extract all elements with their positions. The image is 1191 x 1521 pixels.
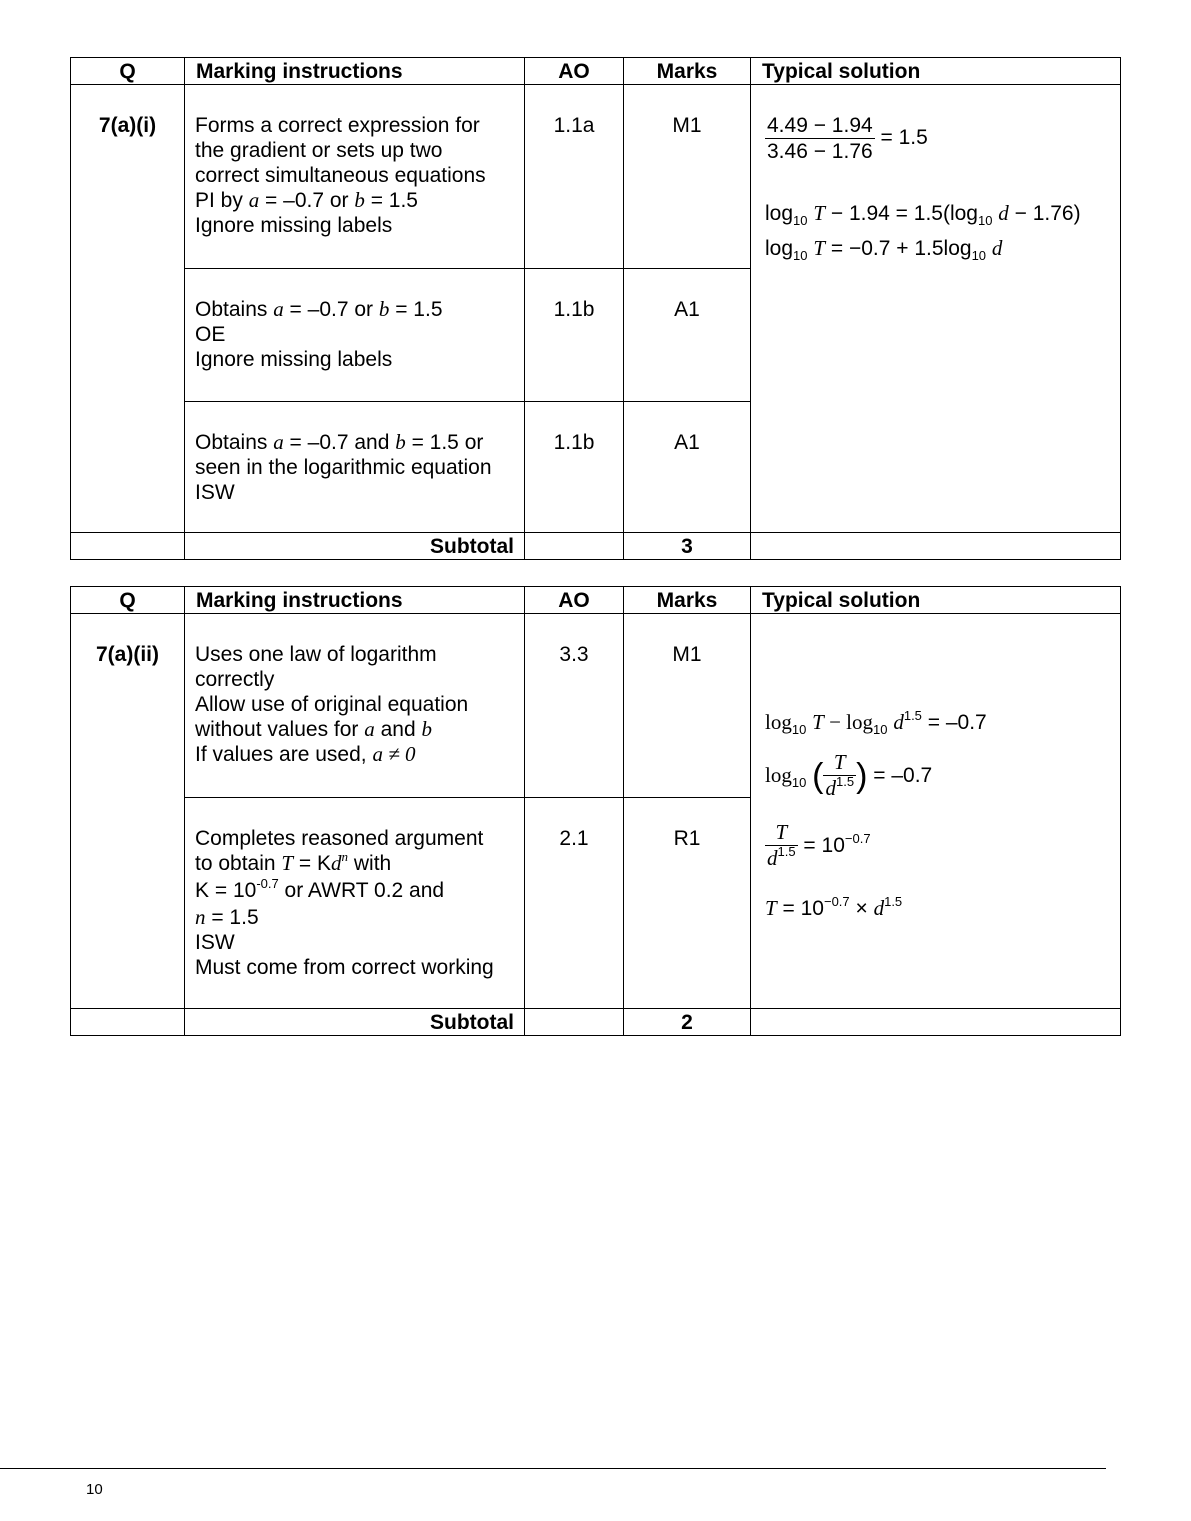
page-number: 10	[86, 1481, 103, 1498]
header-q: Q	[71, 58, 185, 85]
header-marking-instructions: Marking instructions	[185, 58, 525, 85]
marking-table-7aii	[70, 586, 1121, 1036]
typical-solution	[751, 85, 1121, 533]
question-number: 7(a)(ii)	[71, 614, 185, 1009]
header-ao: AO	[525, 58, 624, 85]
marking-instruction: Completes reasoned argument to obtain $T = Kd^n$ with $K = 10^{-0.7}$ or AWRT 0.2 and n = 1.5 ISW Must come from correct working	[185, 798, 525, 1009]
table-row	[71, 85, 1121, 269]
subtotal-value: 2	[624, 1009, 751, 1036]
header-ao: AO	[525, 587, 624, 614]
ao-value: 1.1b	[525, 402, 624, 533]
ao-value: 1.1a	[525, 85, 624, 269]
marking-instruction: Uses one law of logarithm correctly Allow use of original equation without values for a and b If values are used, a ≠ 0	[185, 614, 525, 798]
question-number: 7(a)(i)	[71, 85, 185, 533]
subtotal-row	[71, 533, 1121, 560]
header-marks: Marks	[624, 587, 751, 614]
mark-value: M1	[624, 614, 751, 798]
mark-value: A1	[624, 402, 751, 533]
subtotal-label: Subtotal	[185, 1009, 525, 1036]
subtotal-value: 3	[624, 533, 751, 560]
marking-instruction: Forms a correct expression for the gradient or sets up two correct simultaneous equations PI by a = –0.7 or b = 1.5 Ignore missing labels	[185, 85, 525, 269]
header-typical-solution: Typical solution	[751, 58, 1121, 85]
header-row	[71, 58, 1121, 85]
mark-value: A1	[624, 269, 751, 402]
subtotal-label: Subtotal	[185, 533, 525, 560]
mark-value: R1	[624, 798, 751, 1009]
header-marking-instructions: Marking instructions	[185, 587, 525, 614]
header-marks: Marks	[624, 58, 751, 85]
log-step-2: $\log_{10}$ ( $\frac{T}{d^{1.5}}$ ) = –0.7	[765, 750, 933, 800]
subtotal-row	[71, 1009, 1121, 1036]
header-q: Q	[71, 587, 185, 614]
mark-value: M1	[624, 85, 751, 269]
gradient-fraction: $\frac{4.49 - 1.94}{3.46 - 1.76}$ = 1.5	[767, 114, 928, 163]
table-row	[71, 614, 1121, 798]
ao-value: 3.3	[525, 614, 624, 798]
footer-divider	[0, 1468, 1106, 1469]
ao-value: 1.1b	[525, 269, 624, 402]
typical-solution	[751, 614, 1121, 1009]
header-typical-solution: Typical solution	[751, 587, 1121, 614]
log-equation-1: $\log_{10} T - 1.94 = 1.5(\log_{10}$ d − 1.76)	[765, 201, 1081, 228]
marking-instruction: Obtains a = –0.7 and b = 1.5 or seen in the logarithmic equation ISW	[185, 402, 525, 533]
power-step-3: $\frac{T}{d^{1.5}}$ = $10^{-0.7}$	[767, 820, 871, 870]
header-row	[71, 587, 1121, 614]
marking-table-7ai	[70, 57, 1121, 560]
log-step-1: $\log_{10} T - \log_{10} d^{1.5} = -0.7$	[765, 708, 987, 737]
marking-instruction: Obtains a = –0.7 or b = 1.5 OE Ignore missing labels	[185, 269, 525, 402]
log-equation-2: $\log_{10} T = -0.7 + 1.5\log_{10}$ d	[765, 236, 1003, 263]
final-equation: $T = 10^{-0.7} \times d^{1.5}$	[765, 894, 903, 920]
ao-value: 2.1	[525, 798, 624, 1009]
